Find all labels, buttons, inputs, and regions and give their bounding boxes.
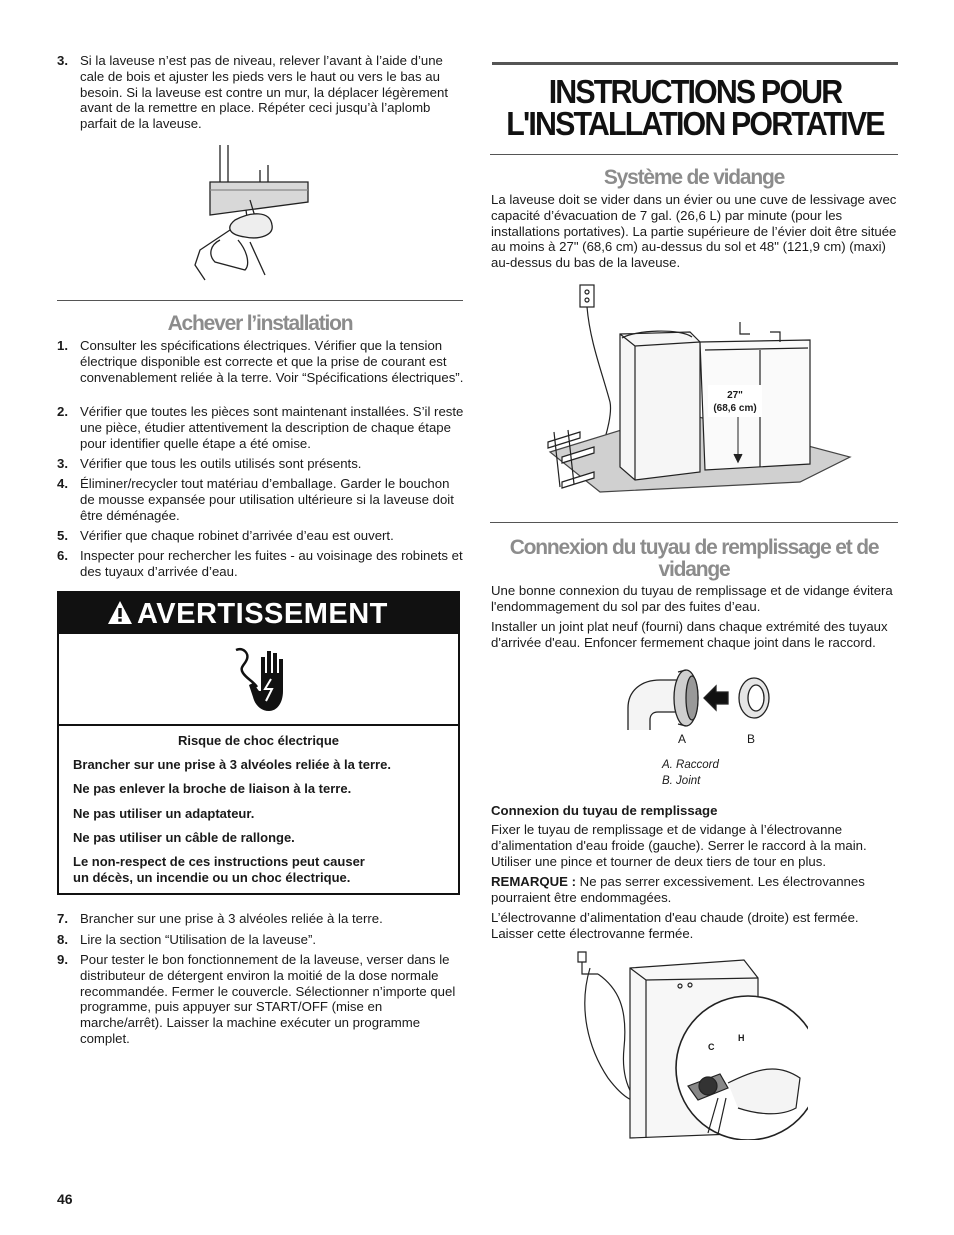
- warning-line: Risque de choc électrique: [177, 733, 340, 748]
- connexion-p2: Installer un joint plat neuf (fourni) dans chaque extrémité des tuyaux d'arrivée d'eau. Enfoncer fermement chaque joint dans le raccord.: [491, 619, 888, 650]
- warning-line: Ne pas enlever la broche de liaison à la terre.: [73, 781, 352, 796]
- remplissage-p3: L’électrovanne d’alimentation d'eau chaude (droite) est fermée. Laisser cette électrovanne fermée.: [491, 910, 859, 941]
- valve-c-label: C: [708, 1042, 715, 1052]
- list-item: 6. Inspecter pour rechercher les fuites - au voisinage des robinets et des tuyaux d’arrivée d’eau.: [57, 548, 463, 579]
- warning-triangle-icon: [107, 600, 133, 625]
- list-item: 4. Éliminer/recycler tout matériau d’emballage. Garder le bouchon de mousse expansée pour utilisation ultérieure si la laveuse doit être déménagée.: [57, 476, 454, 523]
- step-text: Si la laveuse n’est pas de niveau, relever l’avant à l’aide d’une cale de bois et ajuster les pieds vers le haut ou vers le bas au besoin. Si la laveuse est contre un mur, la déplacer légèrement avant de la remettre en place. Répéter ceci jusqu’à l’aplomb parfait de la laveuse.: [80, 53, 448, 132]
- warning-divider: [59, 724, 458, 726]
- warning-title: AVERTISSEMENT: [137, 598, 388, 630]
- valve-connection-illustration: [568, 948, 808, 1140]
- warning-box: [57, 591, 460, 895]
- remarque-text: Ne pas serrer excessivement. Les électrovannes pourraient être endommagées.: [491, 874, 865, 905]
- label-a: A: [678, 732, 687, 746]
- title-rule-top: [492, 62, 898, 65]
- warning-header: [59, 593, 458, 634]
- list-item: 8. Lire la section “Utilisation de la laveuse”.: [57, 932, 317, 947]
- step-3-leveling: [57, 53, 467, 132]
- vidange-text: La laveuse doit se vider dans un évier ou une cuve de lessivage avec capacité d’évacuation de 7 gal. (26,6 L) par minute (pour les installations portatives). La partie supérieure de l’évier doit être située au moins à 27" (68,6 cm) au-dessus du sol et 48" (121,9 cm) (maxi) au-dessus du bas de la laveuse.: [491, 192, 897, 271]
- connexion-p1: Une bonne connexion du tuyau de remplissage et de vidange évitera l'endommagement du sol par des fuites d’eau.: [491, 583, 893, 614]
- warning-line: Brancher sur une prise à 3 alvéoles reliée à la terre.: [73, 757, 391, 772]
- caption-b: B. Joint: [662, 775, 701, 787]
- section-rule: [57, 300, 463, 301]
- leveling-illustration: [190, 140, 330, 290]
- list-item: 2. Vérifier que toutes les pièces sont maintenant installées. S’il reste une pièce, étudier attentivement la description de chaque étape pour identifier quelle étape a été omise.: [57, 404, 464, 451]
- drain-system-illustration: [540, 282, 860, 504]
- list-item: 3. Vérifier que tous les outils utilisés sont présents.: [57, 456, 362, 471]
- connexion-heading: Connexion du tuyau de remplissage et de vidange: [509, 536, 879, 581]
- list-item: 1. Consulter les spécifications électriques. Vérifier que la tension électrique disponible est correcte et que la prise de courant est convenablement reliée à la terre. Voir “Spécifications électriques”.: [57, 338, 464, 385]
- achever-heading: Achever l’installation: [167, 312, 353, 335]
- vidange-heading: Système de vidange: [603, 166, 785, 189]
- valve-h-label: H: [738, 1033, 745, 1043]
- warning-line: Ne pas utiliser un câble de rallonge.: [73, 830, 295, 845]
- step-number: 3.: [57, 53, 68, 68]
- list-item: 5. Vérifier que chaque robinet d’arrivée d’eau est ouvert.: [57, 528, 394, 543]
- label-b: B: [747, 732, 756, 746]
- remarque-label: REMARQUE :: [491, 874, 576, 889]
- electric-shock-hand-icon: [231, 645, 291, 715]
- section-rule: [490, 522, 898, 523]
- title-rule-bottom: [490, 154, 898, 155]
- remplissage-heading: Connexion du tuyau de remplissage: [491, 803, 718, 818]
- fig-height-label: 27" (68,6 cm): [713, 390, 757, 414]
- page-number: 46: [57, 1191, 73, 1207]
- warning-line: un décès, un incendie ou un choc électrique.: [73, 870, 351, 885]
- warning-line: Ne pas utiliser un adaptateur.: [73, 806, 255, 821]
- page-title: INSTRUCTIONS POUR L'INSTALLATION PORTATIVE: [506, 73, 884, 142]
- hose-gasket-illustration: [620, 668, 780, 734]
- warning-line: Le non-respect de ces instructions peut causer: [73, 854, 365, 869]
- list-item: 9. Pour tester le bon fonctionnement de la laveuse, verser dans le distributeur de détergent environ la moitié de la dose normale recommandée. Fermer le couvercle. Sélectionner n’importe quel programme, puis appuyer sur START/OFF (mise en marche/arrêt). Laisser la machine exécuter un programme complet.: [57, 952, 456, 1046]
- remarque-paragraph: [491, 874, 901, 906]
- caption-a: A. Raccord: [662, 759, 719, 771]
- remplissage-p1: Fixer le tuyau de remplissage et de vidange à l’électrovanne d’alimentation d'eau froide (gauche). Serrer le raccord à la main. Utiliser une pince et tourner de deux tiers de tour en plus.: [491, 822, 867, 869]
- list-item: 7. Brancher sur une prise à 3 alvéoles reliée à la terre.: [57, 911, 383, 926]
